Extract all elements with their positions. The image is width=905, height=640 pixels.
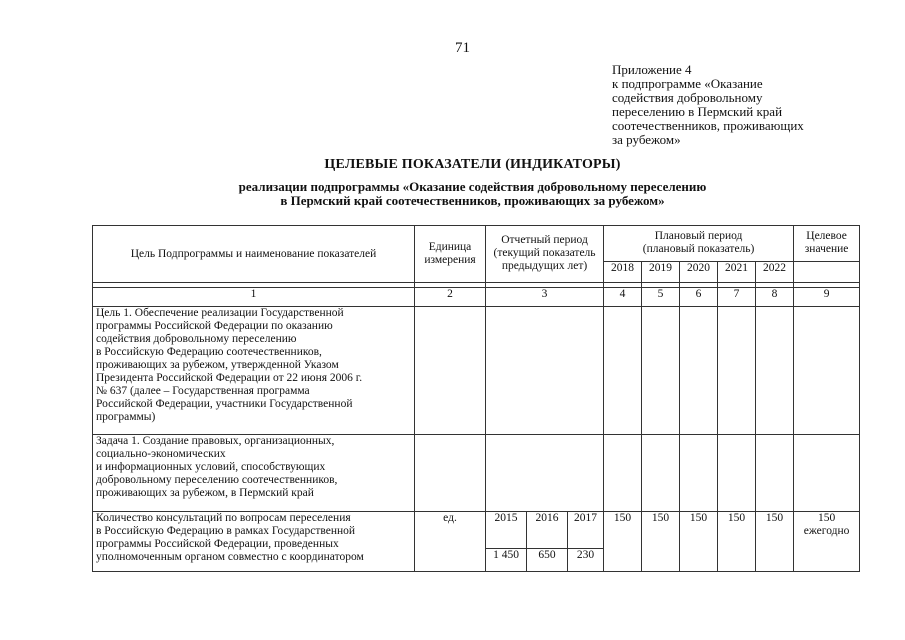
indicator-name-line: Количество консультаций по вопросам переселения	[96, 512, 351, 524]
empty-cell	[794, 435, 860, 512]
column-number: 5	[642, 288, 680, 307]
header-unit-line: измерения	[424, 254, 476, 266]
empty-cell	[680, 307, 718, 435]
appendix-line: переселению в Пермский край	[612, 104, 783, 119]
subtitle-line: реализации подпрограммы «Оказание содействия добровольному переселению	[238, 179, 707, 194]
empty-cell	[718, 435, 756, 512]
target-value	[794, 512, 860, 572]
column-number: 8	[756, 288, 794, 307]
empty-cell	[718, 307, 756, 435]
target-value-line: 150	[817, 512, 836, 524]
column-number: 1	[93, 288, 415, 307]
planned-value: 150	[604, 512, 642, 572]
column-number: 2	[415, 288, 486, 307]
column-number: 6	[680, 288, 718, 307]
header-target-line: значение	[804, 243, 849, 255]
document-heading	[80, 157, 865, 208]
goal-line: Президента Российской Федерации от 22 июня 2006 г.	[96, 372, 363, 384]
planned-value: 150	[642, 512, 680, 572]
page-number: 71	[455, 40, 470, 56]
indicator-name-cell	[93, 512, 415, 572]
empty-cell	[604, 307, 642, 435]
header-target-line: Целевое	[806, 230, 847, 242]
column-number: 7	[718, 288, 756, 307]
empty-cell	[756, 435, 794, 512]
indicators-table	[92, 225, 860, 572]
planned-value: 150	[718, 512, 756, 572]
header-year: 2020	[680, 262, 718, 283]
column-number: 9	[794, 288, 860, 307]
appendix-line: Приложение 4	[612, 62, 692, 77]
indicator-name-line: программы Российской Федерации, проведенных	[96, 538, 339, 550]
reporting-year: 2016	[527, 512, 568, 549]
column-number: 4	[604, 288, 642, 307]
goal-line: в Российскую Федерацию соотечественников,	[96, 346, 322, 358]
empty-cell	[642, 435, 680, 512]
document-title: ЦЕЛЕВЫЕ ПОКАЗАТЕЛИ (ИНДИКАТОРЫ)	[324, 157, 621, 172]
empty-cell	[486, 435, 604, 512]
reporting-value: 230	[568, 549, 604, 572]
header-year: 2018	[604, 262, 642, 283]
empty-cell	[415, 307, 486, 435]
goal-line: Цель 1. Обеспечение реализации Государственной	[96, 307, 344, 319]
header-target-blank	[794, 262, 860, 283]
task-line: проживающих за рубежом, в Пермский край	[96, 487, 314, 499]
empty-cell	[642, 307, 680, 435]
empty-cell	[680, 435, 718, 512]
goal-line: программы Российской Федерации по оказанию	[96, 320, 333, 332]
header-target	[794, 226, 860, 262]
task-line: добровольному переселению соотечественников,	[96, 474, 338, 486]
appendix-line: к подпрограмме «Оказание	[612, 76, 763, 91]
appendix-caption	[612, 63, 872, 147]
empty-cell	[415, 435, 486, 512]
header-year: 2022	[756, 262, 794, 283]
indicator-unit: ед.	[415, 512, 486, 572]
planned-value: 150	[680, 512, 718, 572]
planned-value: 150	[756, 512, 794, 572]
header-reporting-line: (текущий показатель	[493, 247, 596, 259]
header-planned-line: Плановый период	[654, 230, 743, 242]
header-goal: Цель Подпрограммы и наименование показателей	[93, 226, 415, 283]
task-line: социально-экономических	[96, 448, 226, 460]
header-reporting-line: Отчетный период	[501, 234, 588, 246]
goal-line: № 637 (далее – Государственная программа	[96, 385, 310, 397]
empty-cell	[486, 307, 604, 435]
goal-line: программы)	[96, 411, 156, 423]
goal-line: Российской Федерации, участники Государственной	[96, 398, 353, 410]
header-reporting	[486, 226, 604, 283]
goal-line: содействия добровольному переселению	[96, 333, 297, 345]
empty-cell	[604, 435, 642, 512]
reporting-year: 2015	[486, 512, 527, 549]
empty-cell	[756, 307, 794, 435]
task-line: и информационных условий, способствующих	[96, 461, 326, 473]
header-year: 2021	[718, 262, 756, 283]
indicator-name-line: в Российскую Федерацию в рамках Государственной	[96, 525, 356, 537]
appendix-line: за рубежом»	[612, 132, 681, 147]
subtitle-line: в Пермский край соотечественников, проживающих за рубежом»	[280, 193, 665, 208]
header-planned	[604, 226, 794, 262]
goal-line: проживающих за рубежом, утвержденной Указом	[96, 359, 339, 371]
header-reporting-line: предыдущих лет)	[501, 260, 588, 272]
empty-cell	[794, 307, 860, 435]
reporting-value: 1 450	[486, 549, 527, 572]
header-unit-line: Единица	[428, 241, 472, 253]
appendix-line: содействия добровольному	[612, 90, 763, 105]
header-planned-line: (плановый показатель)	[642, 243, 755, 255]
reporting-value: 650	[527, 549, 568, 572]
goal-cell	[93, 307, 415, 435]
document-subtitle	[80, 180, 865, 208]
target-value-line: ежегодно	[803, 525, 850, 537]
header-unit	[415, 226, 486, 283]
column-number: 3	[486, 288, 604, 307]
indicator-name-line: уполномоченным органом совместно с координатором	[96, 551, 364, 563]
appendix-line: соотечественников, проживающих	[612, 118, 804, 133]
task-cell	[93, 435, 415, 512]
task-line: Задача 1. Создание правовых, организационных,	[96, 435, 335, 447]
reporting-year: 2017	[568, 512, 604, 549]
header-year: 2019	[642, 262, 680, 283]
